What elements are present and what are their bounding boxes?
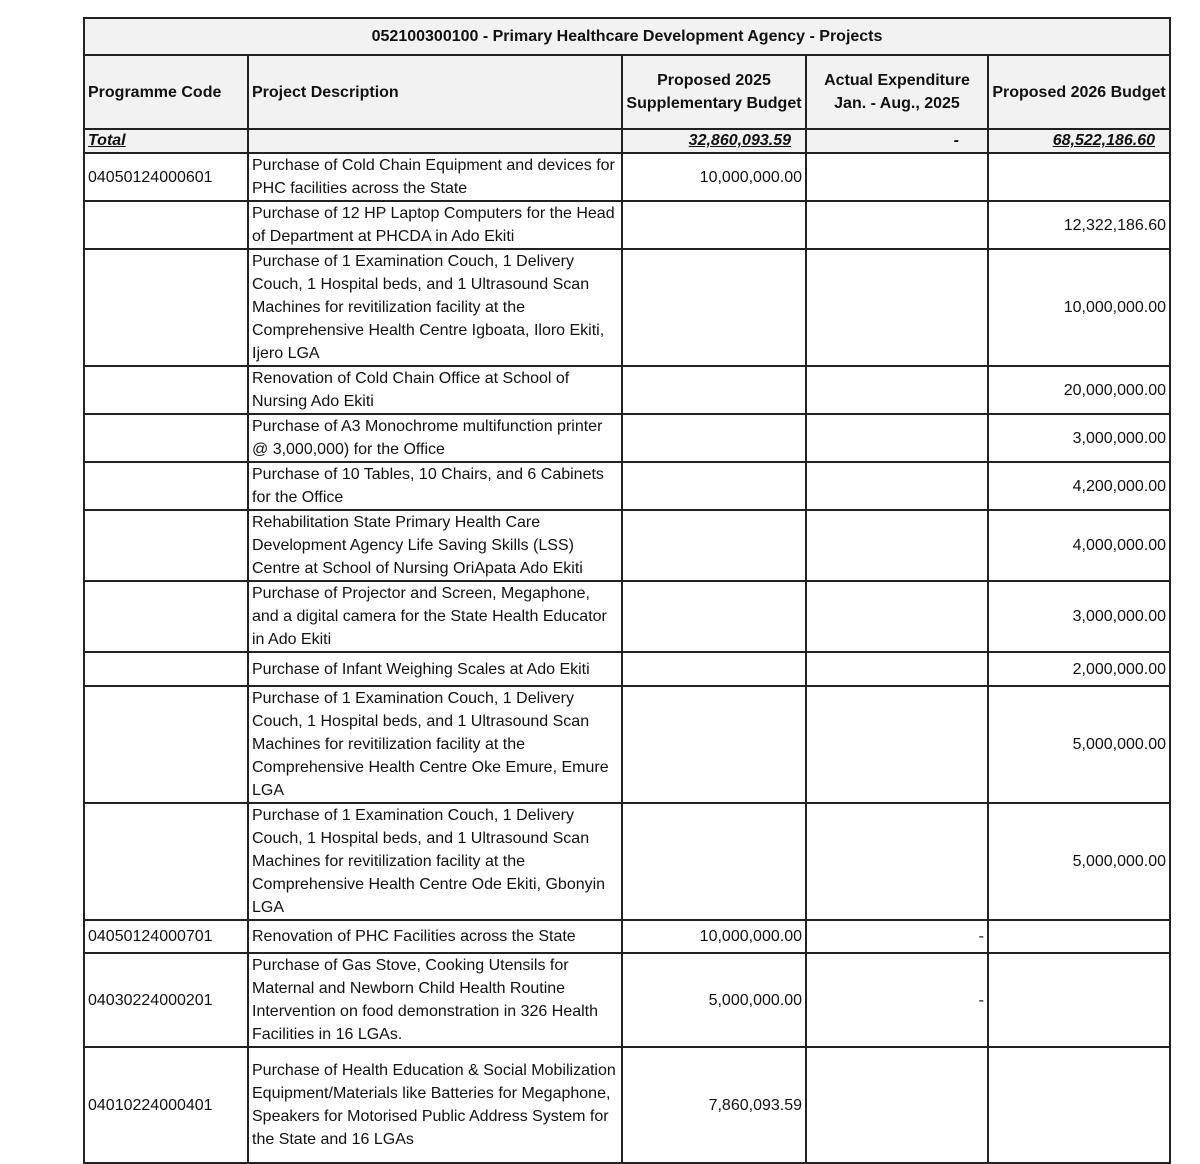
header-proposed-2025: Proposed 2025 Supplementary Budget <box>622 55 806 129</box>
programme-code-cell <box>84 803 248 920</box>
proposed-2025-cell <box>622 249 806 366</box>
project-description-cell: Purchase of 12 HP Laptop Computers for the Head of Department at PHCDA in Ado Ekiti <box>248 201 622 249</box>
proposed-2026-cell: 5,000,000.00 <box>988 686 1170 803</box>
table-title: 052100300100 - Primary Healthcare Development Agency - Projects <box>84 18 1170 55</box>
proposed-2025-cell <box>622 201 806 249</box>
project-description-cell: Purchase of 10 Tables, 10 Chairs, and 6 Cabinets for the Office <box>248 462 622 510</box>
header-programme-code: Programme Code <box>84 55 248 129</box>
proposed-2025-cell <box>622 652 806 686</box>
actual-expenditure-cell <box>806 249 988 366</box>
proposed-2026-cell <box>988 953 1170 1047</box>
proposed-2025-cell <box>622 414 806 462</box>
proposed-2026-cell <box>988 153 1170 201</box>
programme-code-cell <box>84 462 248 510</box>
proposed-2025-cell <box>622 581 806 652</box>
programme-code-cell <box>84 686 248 803</box>
header-row <box>84 55 1170 129</box>
project-description-cell: Purchase of Gas Stove, Cooking Utensils for Maternal and Newborn Child Health Routine Intervention on food demonstration in 326 Health Facilities in 16 LGAs. <box>248 953 622 1047</box>
total-proposed-2025-cell <box>622 129 806 153</box>
actual-expenditure-cell <box>806 652 988 686</box>
proposed-2025-cell <box>622 803 806 920</box>
programme-code-cell <box>84 652 248 686</box>
project-description-cell: Purchase of Health Education & Social Mobilization Equipment/Materials like Batteries for Megaphone, Speakers for Motorised Public Address System for the State and 16 LGAs <box>248 1047 622 1163</box>
proposed-2026-cell: 3,000,000.00 <box>988 414 1170 462</box>
programme-code-cell <box>84 366 248 414</box>
programme-code-cell <box>84 510 248 581</box>
proposed-2025-cell: 10,000,000.00 <box>622 920 806 953</box>
proposed-2026-cell: 10,000,000.00 <box>988 249 1170 366</box>
project-description-cell: Renovation of Cold Chain Office at School of Nursing Ado Ekiti <box>248 366 622 414</box>
actual-expenditure-cell: - <box>806 953 988 1047</box>
projects-budget-table <box>83 17 1171 1164</box>
proposed-2026-cell: 4,000,000.00 <box>988 510 1170 581</box>
actual-expenditure-cell <box>806 414 988 462</box>
header-project-description: Project Description <box>248 55 622 129</box>
actual-expenditure-cell <box>806 510 988 581</box>
total-proposed-2026-cell <box>988 129 1170 153</box>
project-description-cell: Purchase of 1 Examination Couch, 1 Delivery Couch, 1 Hospital beds, and 1 Ultrasound Scan Machines for revitilization facility at the Comprehensive Health Centre Igboata, Iloro Ekiti, Ijero LGA <box>248 249 622 366</box>
project-description-cell: Purchase of A3 Monochrome multifunction printer @ 3,000,000) for the Office <box>248 414 622 462</box>
total-proposed-2026: 68,522,186.60 <box>1052 132 1156 149</box>
table-row <box>84 1047 1170 1163</box>
table-row <box>84 249 1170 366</box>
programme-code-cell: 04030224000201 <box>84 953 248 1047</box>
proposed-2026-cell <box>988 920 1170 953</box>
actual-expenditure-cell <box>806 803 988 920</box>
actual-expenditure-cell <box>806 201 988 249</box>
project-description-cell: Purchase of 1 Examination Couch, 1 Delivery Couch, 1 Hospital beds, and 1 Ultrasound Scan Machines for revitilization facility at the Comprehensive Health Centre Oke Emure, Emure LGA <box>248 686 622 803</box>
actual-expenditure-cell <box>806 1047 988 1163</box>
actual-expenditure-cell <box>806 153 988 201</box>
proposed-2025-cell: 7,860,093.59 <box>622 1047 806 1163</box>
table-title-row <box>84 18 1170 55</box>
actual-expenditure-cell <box>806 581 988 652</box>
programme-code-cell <box>84 201 248 249</box>
project-description-cell: Rehabilitation State Primary Health Care Development Agency Life Saving Skills (LSS) Centre at School of Nursing OriApata Ado Ekiti <box>248 510 622 581</box>
proposed-2025-cell: 5,000,000.00 <box>622 953 806 1047</box>
table-row <box>84 803 1170 920</box>
header-proposed-2026: Proposed 2026 Budget <box>988 55 1170 129</box>
proposed-2025-cell <box>622 510 806 581</box>
table-row <box>84 953 1170 1047</box>
total-description-cell <box>248 129 622 153</box>
proposed-2026-cell: 5,000,000.00 <box>988 803 1170 920</box>
project-description-cell: Purchase of 1 Examination Couch, 1 Delivery Couch, 1 Hospital beds, and 1 Ultrasound Scan Machines for revitilization facility at the Comprehensive Health Centre Ode Ekiti, Gbonyin LGA <box>248 803 622 920</box>
actual-expenditure-cell: - <box>806 920 988 953</box>
table-row <box>84 201 1170 249</box>
proposed-2025-cell <box>622 462 806 510</box>
programme-code-cell: 04050124000601 <box>84 153 248 201</box>
table-row <box>84 366 1170 414</box>
table-row <box>84 686 1170 803</box>
total-label: Total <box>84 129 248 153</box>
proposed-2025-cell <box>622 686 806 803</box>
proposed-2026-cell: 2,000,000.00 <box>988 652 1170 686</box>
proposed-2026-cell: 3,000,000.00 <box>988 581 1170 652</box>
actual-expenditure-cell <box>806 462 988 510</box>
proposed-2025-cell <box>622 366 806 414</box>
total-actual-expenditure: - <box>806 129 988 153</box>
programme-code-cell <box>84 581 248 652</box>
proposed-2026-cell: 12,322,186.60 <box>988 201 1170 249</box>
header-actual-expenditure: Actual Expenditure Jan. - Aug., 2025 <box>806 55 988 129</box>
total-row <box>84 129 1170 153</box>
project-description-cell: Purchase of Cold Chain Equipment and devices for PHC facilities across the State <box>248 153 622 201</box>
table-row <box>84 652 1170 686</box>
table-row <box>84 462 1170 510</box>
programme-code-cell: 04010224000401 <box>84 1047 248 1163</box>
actual-expenditure-cell <box>806 686 988 803</box>
programme-code-cell <box>84 414 248 462</box>
table-row <box>84 153 1170 201</box>
proposed-2026-cell <box>988 1047 1170 1163</box>
project-description-cell: Purchase of Projector and Screen, Megaphone, and a digital camera for the State Health Educator in Ado Ekiti <box>248 581 622 652</box>
table-row <box>84 414 1170 462</box>
table-row <box>84 920 1170 953</box>
table-row <box>84 510 1170 581</box>
proposed-2026-cell: 4,200,000.00 <box>988 462 1170 510</box>
programme-code-cell: 04050124000701 <box>84 920 248 953</box>
project-description-cell: Purchase of Infant Weighing Scales at Ado Ekiti <box>248 652 622 686</box>
programme-code-cell <box>84 249 248 366</box>
project-description-cell: Renovation of PHC Facilities across the State <box>248 920 622 953</box>
total-proposed-2025: 32,860,093.59 <box>688 132 791 149</box>
proposed-2026-cell: 20,000,000.00 <box>988 366 1170 414</box>
actual-expenditure-cell <box>806 366 988 414</box>
proposed-2025-cell: 10,000,000.00 <box>622 153 806 201</box>
table-row <box>84 581 1170 652</box>
